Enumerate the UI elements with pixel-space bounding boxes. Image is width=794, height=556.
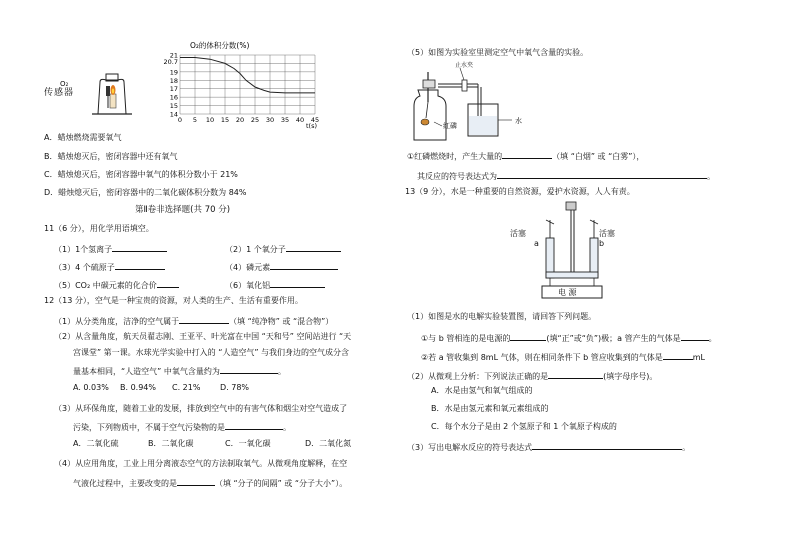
chart-x-unit: t(s) — [306, 122, 318, 130]
chart-y-tick: 20.7 — [163, 58, 178, 67]
q11-item-2-label: （2）1 个氧分子 — [225, 245, 286, 254]
chart-x-tick: 25 — [250, 116, 260, 124]
q12-part-2-line-1: （2）从含量角度，航天员翟志刚、王亚平、叶光富在中国 “天和号” 空间站进行 “天 — [54, 332, 352, 341]
q11-item-1-label: （1）1个氢离子 — [54, 245, 113, 254]
q12-blank-3[interactable] — [225, 420, 283, 430]
q11-title: 11（6 分），用化学用语填空。 — [44, 224, 154, 233]
chart-y-tick: 16 — [169, 93, 178, 102]
q12-part-2-line-3: 量基本相同，“人造空气” 中氧气含量约为 。 — [73, 364, 286, 377]
option-b: B．蜡烛熄灭后，密闭容器中还有氧气 — [44, 152, 178, 161]
q13-blank-5[interactable] — [532, 440, 682, 450]
label-plug-left: 活塞 — [510, 229, 526, 238]
label-power: 电 源 — [558, 288, 577, 297]
label-clip: 止水夹 — [455, 62, 474, 69]
q13-blank-1[interactable] — [510, 331, 546, 341]
q12-p3-opt-b: B．二氧化碳 — [148, 439, 194, 448]
q13-opt-c: C．每个水分子是由 2 个氢原子和 1 个氧原子构成的 — [431, 422, 617, 431]
q12-opt-d: D. 78% — [220, 383, 250, 392]
chart-x-tick: 20 — [235, 116, 245, 124]
chart-x-tick: 40 — [295, 116, 305, 124]
option-c: C．蜡烛熄灭后，密闭容器中氧气的体积分数小于 21% — [44, 170, 238, 179]
q11-item-4 — [225, 260, 338, 273]
q13-p1a-text: ①与 b 管相连的是电源的 — [421, 334, 511, 343]
q13-p1b — [421, 350, 705, 363]
chart-title: O₂的体积分数(%) — [190, 41, 250, 50]
q11-item-1 — [54, 242, 167, 255]
q13-blank-2[interactable] — [681, 331, 709, 341]
chart-x-tick: 5 — [192, 116, 198, 124]
q12-part-3-line-2: 污染，下列物质中，不属于空气污染物的是 。 — [73, 420, 291, 433]
q11-blank-4[interactable] — [270, 260, 338, 270]
q13-p3: （3）写出电解水反应的符号表达式 。 — [407, 440, 690, 453]
q13-title: 13（9 分），水是一种重要的自然资源，爱护水资源，人人有责。 — [405, 187, 635, 196]
label-plug-right: 活塞 — [599, 229, 615, 238]
q11-item-3 — [54, 260, 165, 273]
chart-x-tick: 10 — [205, 116, 215, 124]
q13-p2 — [407, 369, 657, 382]
label-phosphorus: 红磷 — [443, 122, 457, 130]
q13-p1b-unit: mL — [692, 353, 705, 362]
q12-blank-4[interactable] — [177, 476, 215, 486]
q11-item-6-label: （6）氧化铝 — [225, 281, 271, 290]
chart-y-tick: 14 — [169, 110, 178, 119]
chart-series-line — [180, 58, 315, 93]
option-d: D．蜡烛熄灭后，密闭容器中的二氧化碳体积分数为 84% — [44, 188, 247, 197]
chart-y-tick: 18 — [169, 76, 178, 85]
section-title: 第Ⅱ卷非选择题(共 70 分) — [135, 205, 231, 215]
q13-p2-text: （2）从微观上分析：下列说法正确的是 — [407, 372, 549, 381]
q11-item-4-label: （4）磷元素 — [225, 263, 271, 272]
q13-p3-text: （3）写出电解水反应的符号表达式 — [407, 443, 533, 452]
q12-p3-opt-a: A．二氧化硫 — [73, 439, 119, 448]
chart-x-tick: 45 — [310, 116, 320, 124]
q12-title: 12（13 分），空气是一种宝贵的资源，对人类的生产、生活有重要作用。 — [44, 296, 303, 305]
q12-blank-2[interactable] — [220, 364, 278, 374]
q12-part-3-text: 污染，下列物质中，不属于空气污染物的是 — [73, 423, 225, 432]
q12-opt-a: A. 0.03% — [73, 383, 109, 392]
q12-part-1 — [54, 314, 333, 327]
phosphorus-apparatus — [412, 60, 542, 145]
q12-blank-1[interactable] — [179, 314, 229, 324]
q12-part-4-line-1: （4）从应用角度，工业上用分离液态空气的方法制取氧气。从微观角度解释，在空 — [54, 459, 348, 468]
q12-part-4-line-2 — [73, 476, 347, 489]
q5-line-1-hint: （填 “白烟” 或 “白雾”）， — [552, 152, 645, 161]
q12-part-3-line-1: （3）从环保角度，随着工业的发展，排放到空气中的有害气体和烟尘对空气造成了 — [54, 404, 348, 413]
q13-p1a: ①与 b 管相连的是电源的 (填“正”或“负”)极；a 管产生的气体是 。 — [421, 331, 717, 344]
right-column — [397, 0, 794, 556]
q12-opt-b: B. 0.94% — [120, 383, 156, 392]
q12-part-1-text: （1）从分类角度，洁净的空气属于 — [54, 317, 180, 326]
q12-p3-opt-c: C．一氧化碳 — [225, 439, 271, 448]
q12-part-1-hint: （填 “纯净物” 或 “混合物”） — [229, 317, 334, 326]
q12-part-2-line-2: 宫课堂” 第一课。水球光学实验中打入的 “人造空气” 与我们身边的空气成分含 — [73, 348, 350, 357]
q5-blank-2[interactable] — [497, 169, 707, 179]
chart-y-tick: 19 — [169, 68, 178, 77]
sensor-label-2: 传感器 — [44, 88, 75, 98]
q5-blank-1[interactable] — [502, 149, 552, 159]
q5-line-2: 其反应的符号表达式为 。 — [417, 169, 715, 182]
q5-line-1-text: ①红磷燃烧时，产生大量的 — [407, 152, 503, 161]
candle-sensor-figure — [40, 50, 140, 120]
q12-p3-opt-d: D．二氧化氮 — [305, 439, 352, 448]
q11-item-2 — [225, 242, 341, 255]
chart-x-tick: 0 — [177, 116, 183, 124]
q5-line-1 — [407, 149, 644, 162]
q11-item-5 — [54, 278, 179, 291]
chart-x-tick: 35 — [280, 116, 290, 124]
q13-blank-4[interactable] — [548, 369, 603, 379]
chart-x-tick: 15 — [220, 116, 230, 124]
q5-title: （5）如图为实验室里测定空气中氧气含量的实验。 — [407, 48, 589, 57]
q11-blank-5[interactable] — [157, 278, 179, 288]
chart-y-tick: 21 — [169, 51, 178, 60]
label-b: b — [599, 239, 605, 248]
sensor-label: O₂ — [60, 80, 69, 88]
electrolysis-apparatus — [532, 200, 622, 300]
q11-item-5-label: （5）CO₂ 中碳元素的化合价 — [54, 281, 157, 290]
q13-p1b-text: ②若 a 管收集到 8mL 气体，则在相同条件下 b 管应收集到的气体是 — [421, 353, 663, 362]
q5-line-2-text: 其反应的符号表达式为 — [417, 172, 497, 181]
chart-y-tick: 15 — [169, 102, 178, 111]
q12-part-4-hint: （填 “分子的间隔” 或 “分子大小”）。 — [215, 479, 348, 488]
q11-blank-3[interactable] — [115, 260, 165, 270]
q13-opt-a: A．水是由氢气和氧气组成的 — [431, 386, 533, 395]
q13-p2-hint: (填字母序号)。 — [603, 372, 658, 381]
q11-item-6 — [225, 278, 325, 291]
q13-p1a-text-2: (填“正”或“负”)极；a 管产生的气体是 — [546, 334, 681, 343]
q13-blank-3[interactable] — [663, 350, 693, 360]
q11-blank-1[interactable] — [112, 242, 167, 252]
q11-item-3-label: （3）4 个硫原子 — [54, 263, 115, 272]
label-water: 水 — [515, 117, 522, 125]
q13-opt-b: B．水是由氢元素和氧元素组成的 — [431, 404, 549, 413]
chart-x-tick: 30 — [265, 116, 275, 124]
q11-blank-6[interactable] — [270, 278, 325, 288]
q12-part-2-text: 量基本相同，“人造空气” 中氧气含量约为 — [73, 367, 220, 376]
o2-chart — [150, 38, 330, 130]
q11-blank-2[interactable] — [286, 242, 341, 252]
q12-part-4-text: 气液化过程中，主要改变的是 — [73, 479, 177, 488]
label-a: a — [534, 239, 539, 248]
q12-opt-c: C. 21% — [172, 383, 201, 392]
chart-y-tick: 17 — [169, 85, 178, 94]
option-a: A．蜡烛燃烧需要氧气 — [44, 133, 122, 142]
q13-p1: （1）如图是水的电解实验装置图，请回答下列问题。 — [407, 312, 597, 321]
